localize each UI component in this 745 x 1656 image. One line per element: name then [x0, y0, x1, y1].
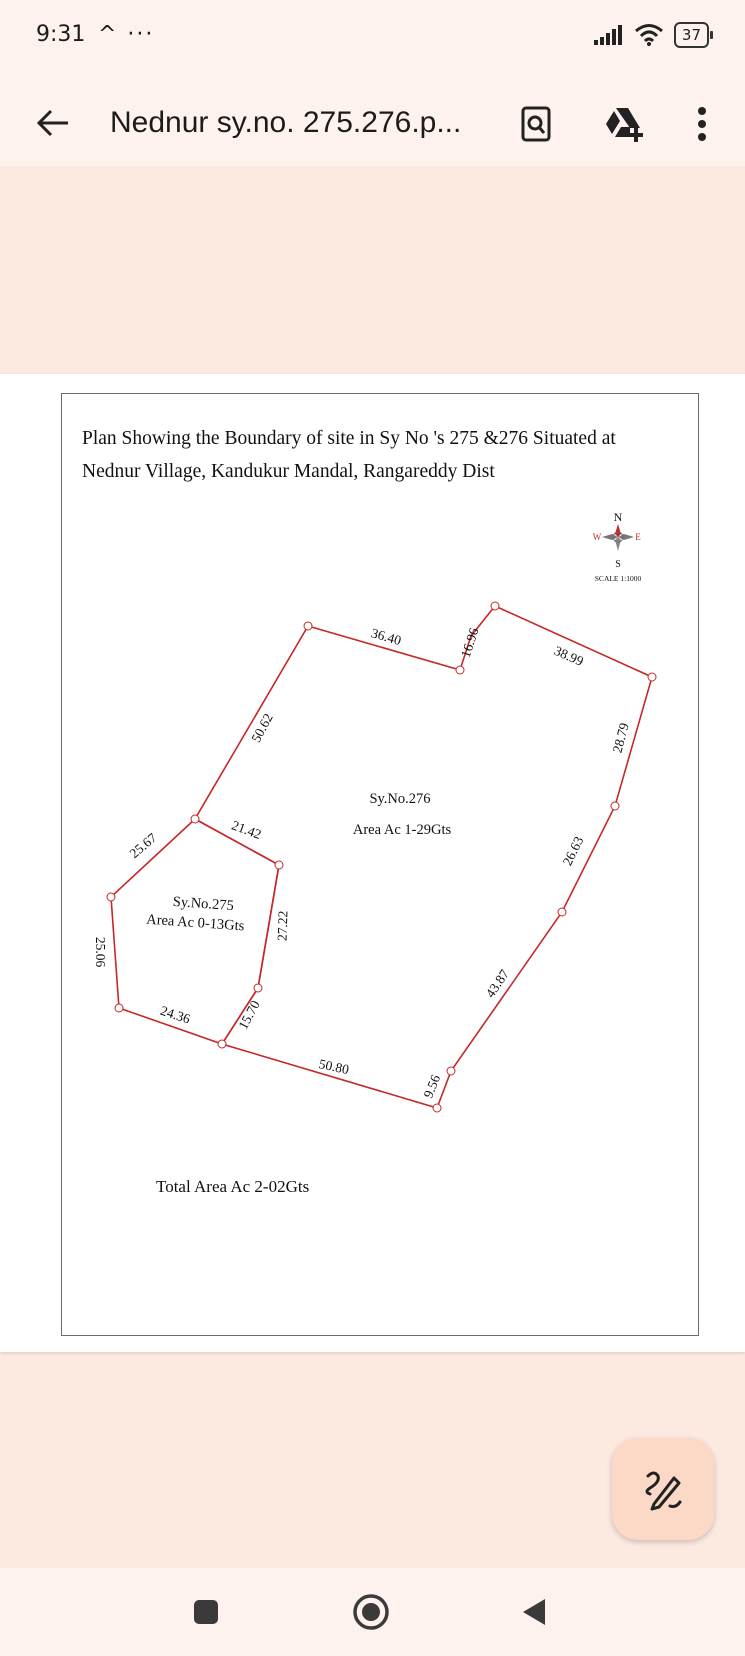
status-bar [0, 0, 745, 80]
dimension-label: 25.67 [126, 830, 160, 862]
sy275-name-label: Sy.No.275 [172, 893, 235, 915]
signal-icon [594, 24, 624, 46]
pdf-page [0, 374, 745, 1352]
wifi-icon [634, 23, 664, 47]
status-right [594, 22, 709, 48]
notification-icons: ^ ··· [98, 22, 155, 47]
compass-south-point [615, 537, 621, 551]
nav-back-button[interactable] [508, 1586, 560, 1638]
home-circle-icon [351, 1592, 391, 1632]
vertex-marker [218, 1040, 226, 1048]
plan-title-line2: Nednur Village, Kandukur Mandal, Rangareddy Dist [82, 461, 495, 482]
document-title: Nednur sy.no. 275.276.p... [110, 106, 462, 139]
dimension-label: 43.87 [482, 966, 512, 1001]
sy276-name-label: Sy.No.276 [369, 791, 431, 807]
back-button[interactable] [30, 100, 76, 146]
dimension-label: 24.36 [158, 1002, 193, 1027]
annotate-button[interactable] [612, 1438, 714, 1540]
more-options-button[interactable] [680, 102, 724, 146]
compass-rose [593, 510, 642, 583]
search-document-button[interactable] [514, 102, 558, 146]
compass-e-label: E [635, 532, 641, 542]
add-to-drive-button[interactable] [602, 102, 646, 146]
recents-button[interactable] [180, 1586, 232, 1638]
dimension-label: 27.22 [274, 910, 291, 942]
recents-square-icon [191, 1597, 221, 1627]
compass-west-point [602, 534, 618, 540]
vertex-marker [456, 666, 464, 674]
compass-east-point [618, 534, 634, 540]
compass-w-label: W [592, 532, 602, 542]
site-plan-drawing [0, 374, 745, 1352]
vertex-marker [107, 893, 115, 901]
vertex-marker [433, 1104, 441, 1112]
vertex-marker [254, 984, 262, 992]
viewer-background [0, 166, 745, 374]
system-nav-bar [0, 1568, 745, 1656]
dimension-label: 50.80 [317, 1056, 351, 1078]
vertex-marker [447, 1067, 455, 1075]
dimension-label: 25.06 [93, 936, 108, 968]
sy276-area-label: Area Ac 1-29Gts [352, 822, 452, 838]
plan-title-line1: Plan Showing the Boundary of site in Sy No 's 275 &276 Situated at [82, 428, 616, 449]
dimension-label: 28.79 [609, 721, 632, 755]
vertex-marker [491, 602, 499, 610]
sy275-area-label: Area Ac 0-13Gts [145, 911, 245, 935]
dimension-label: 26.63 [559, 834, 587, 868]
search-in-document-icon [521, 106, 551, 142]
dimension-label: 16.96 [457, 625, 482, 660]
total-area-label: Total Area Ac 2-02Gts [156, 1177, 310, 1196]
dimension-label: 36.40 [369, 625, 403, 649]
dimension-label: 21.42 [229, 817, 264, 843]
dimension-label: 38.99 [551, 642, 586, 669]
status-time: 9:31 [36, 22, 86, 47]
compass-north-point [615, 524, 621, 537]
compass-n-label: N [613, 510, 623, 524]
dimension-label: 50.62 [248, 710, 276, 745]
vertex-marker [304, 622, 312, 630]
vertex-marker [115, 1004, 123, 1012]
vertex-marker [275, 861, 283, 869]
home-button[interactable] [345, 1586, 397, 1638]
battery-indicator: 37 [674, 22, 709, 48]
back-arrow-icon [36, 108, 70, 138]
more-vert-icon [696, 106, 708, 142]
scale-label: SCALE 1:1000 [594, 574, 642, 583]
vertex-marker [611, 802, 619, 810]
vertex-marker [648, 673, 656, 681]
vertex-marker [191, 815, 199, 823]
vertex-marker [558, 908, 566, 916]
compass-s-label: S [615, 559, 621, 570]
annotate-pen-icon [640, 1466, 686, 1512]
back-triangle-icon [519, 1596, 549, 1628]
dimension-label: 15.70 [235, 997, 263, 1032]
add-to-drive-icon [603, 106, 645, 142]
dimension-label: 9.56 [420, 1072, 444, 1101]
app-bar [0, 80, 745, 167]
